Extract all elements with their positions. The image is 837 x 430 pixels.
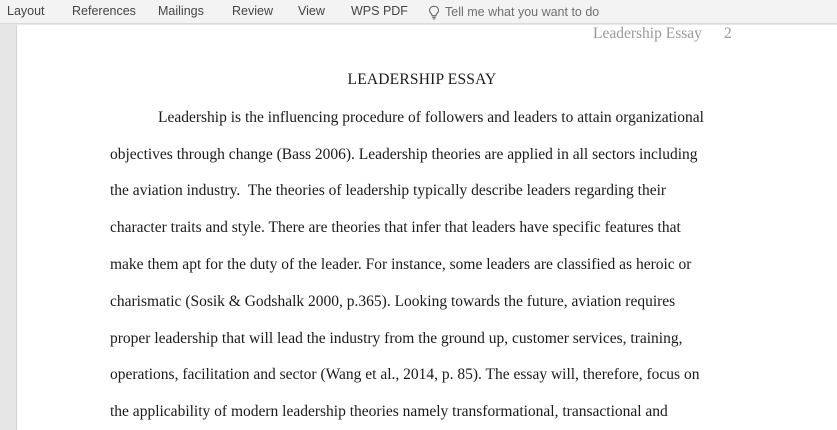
body-line-1: Leadership is the influencing procedure of followers and leaders to attain organizational	[158, 109, 704, 126]
tab-mailings[interactable]: Mailings	[158, 4, 204, 18]
tell-me-placeholder: Tell me what you want to do	[445, 5, 600, 19]
running-head: Leadership Essay	[593, 25, 702, 42]
body-line-7: proper leadership that will lead the industry from the ground up, customer services, training,	[110, 330, 683, 347]
header-page-number: 2	[724, 25, 732, 42]
body-line-2: objectives through change (Bass 2006). Leadership theories are applied in all sectors including	[110, 146, 698, 163]
document-page[interactable]	[16, 25, 837, 430]
ribbon-tab-bar	[0, 0, 837, 24]
body-line-3: the aviation industry. The theories of leadership typically describe leaders regarding their	[110, 182, 667, 199]
tab-review[interactable]: Review	[232, 4, 273, 18]
tab-view[interactable]: View	[298, 4, 325, 18]
body-line-9: the applicability of modern leadership theories namely transformational, transactional and	[110, 403, 668, 420]
tab-wps-pdf[interactable]: WPS PDF	[351, 4, 408, 18]
body-line-8: operations, facilitation and sector (Wang et al., 2014, p. 85). The essay will, therefore, focus on	[110, 366, 700, 383]
tell-me-search[interactable]	[428, 3, 599, 21]
body-line-6: charismatic (Sosik & Godshalk 2000, p.365). Looking towards the future, aviation requires	[110, 293, 676, 310]
body-line-5: make them apt for the duty of the leader. For instance, some leaders are classified as heroic or	[110, 256, 692, 273]
tab-references[interactable]: References	[72, 4, 136, 18]
essay-title: LEADERSHIP ESSAY	[347, 71, 497, 88]
lightbulb-icon	[428, 5, 440, 20]
tab-layout[interactable]: Layout	[7, 4, 45, 18]
body-line-4: character traits and style. There are theories that infer that leaders have specific features that	[110, 219, 681, 236]
